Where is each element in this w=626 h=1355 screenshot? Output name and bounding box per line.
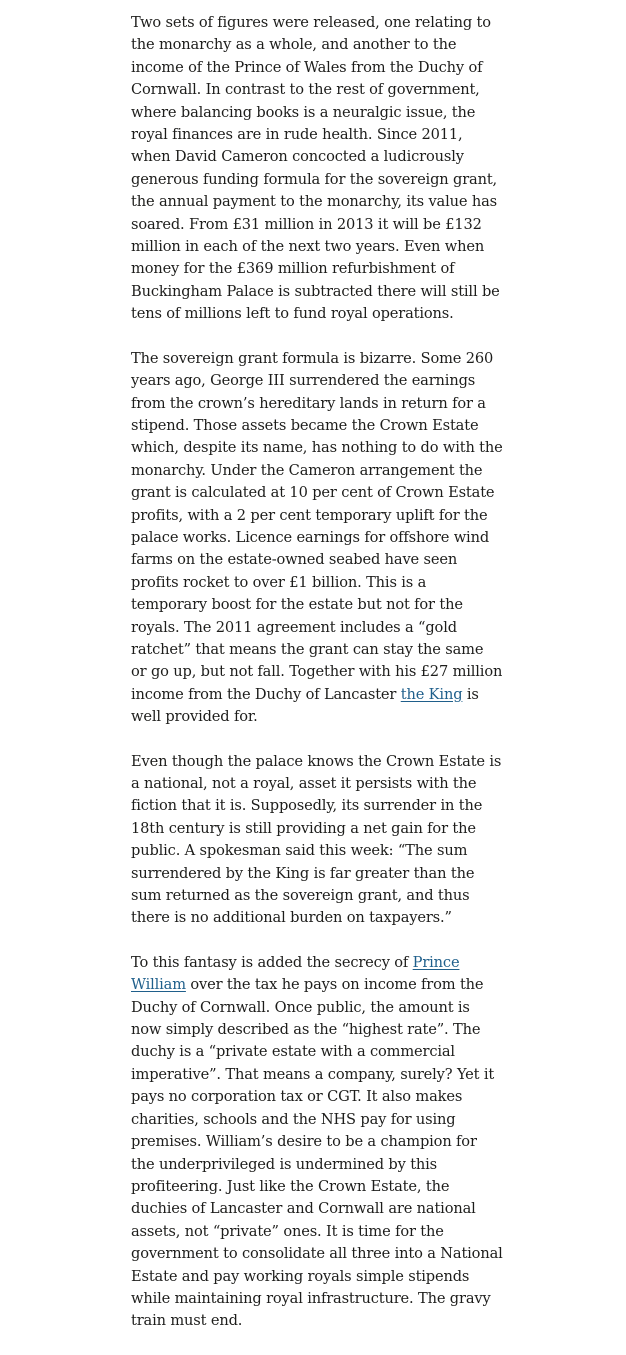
paragraph-text: is well provided for. <box>131 685 479 726</box>
article-paragraph <box>131 12 503 326</box>
the-king-link[interactable]: the King <box>400 685 463 703</box>
article-body <box>131 12 503 1355</box>
article-paragraph <box>131 348 503 729</box>
article-paragraph <box>131 751 503 930</box>
paragraph-text: Two sets of figures were released, one relating to the monarchy as a whole, and another to the income of the Prince of Wales from the Duchy of Cornwall. In contrast to the rest of government, where balancing books is a neuralgic issue, the royal finances are in rude health. Since 2011, when David Cameron concocted a ludicrously generous funding formula for the sovereign grant, the annual payment to the monarchy, its value has soared. From £31 million in 2013 it will be £132 million in each of the next two years. Even when money for the £369 million refurbishment of Buckingham Palace is subtracted there will still be tens of millions left to fund royal operations. <box>131 14 500 323</box>
prince-william-link[interactable]: Prince William <box>131 953 460 994</box>
paragraph-text: Even though the palace knows the Crown Estate is a national, not a royal, asset it persists with the fiction that it is. Supposedly, its surrender in the 18th century is still providing a net gain for the public. A spokesman said this week: “The sum surrendered by the King is far greater than the sum returned as the sovereign grant, and thus there is no additional burden on taxpayers.” <box>131 752 502 927</box>
article-paragraph <box>131 952 503 1333</box>
paragraph-text: The sovereign grant formula is bizarre. Some 260 years ago, George III surrendered the earnings from the crown’s hereditary lands in return for a stipend. Those assets became the Crown Estate which, despite its name, has nothing to do with the monarchy. Under the Cameron arrangement the grant is calculated at 10 per cent of Crown Estate profits, with a 2 per cent temporary uplift for the palace works. Licence earnings for offshore wind farms on the estate-owned seabed have seen profits rocket to over £1 billion. This is a temporary boost for the estate but not for the royals. The 2011 agreement includes a “gold ratchet” that means the grant can stay the same or go up, but not fall. Together with his £27 million income from the Duchy of Lancaster <box>131 349 503 703</box>
paragraph-text: To this fantasy is added the secrecy of <box>131 953 413 971</box>
paragraph-text: over the tax he pays on income from the Duchy of Cornwall. Once public, the amount is now simply described as the “highest rate”. The duchy is a “private estate with a commercial imperative”. That means a company, surely? Yet it pays no corporation tax or CGT. It also makes charities, schools and the NHS pay for using premises. William’s desire to be a champion for the underprivileged is undermined by this profiteering. Just like the Crown Estate, the duchies of Lancaster and Cornwall are national assets, not “private” ones. It is time for the government to consolidate all three into a National Estate and pay working royals simple stipends while maintaining royal infrastructure. The gravy train must end. <box>131 976 503 1330</box>
